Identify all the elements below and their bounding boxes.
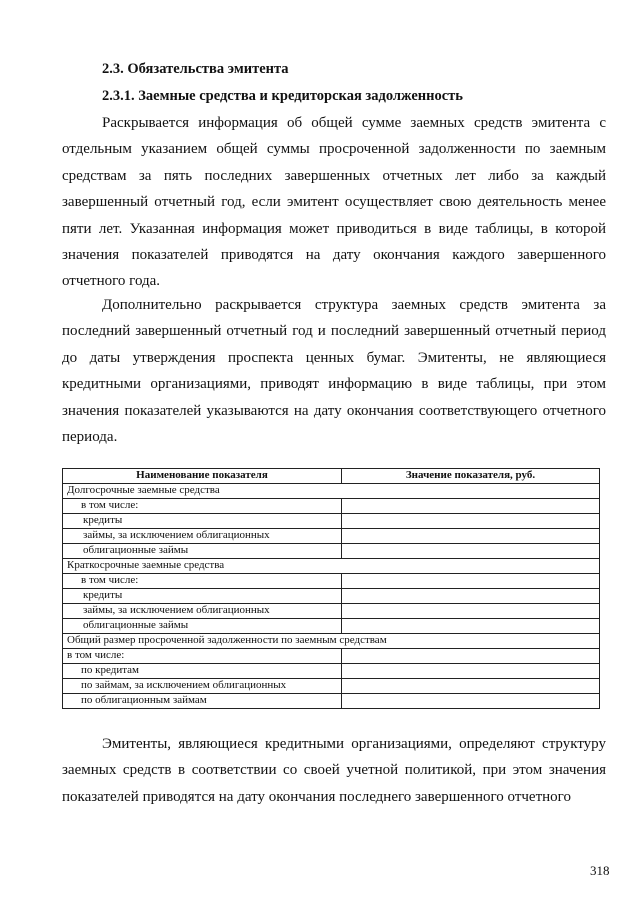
row-label: облигационные займы: [63, 544, 342, 559]
value-cell: [342, 694, 600, 709]
row-label: по займам, за исключением облигационных: [63, 679, 342, 694]
table-row: [63, 634, 600, 649]
table-row: [63, 514, 600, 529]
borrowings-table: [62, 468, 600, 709]
row-label: в том числе:: [63, 499, 342, 514]
header-indicator-name: Наименование показателя: [63, 469, 342, 484]
value-cell: [342, 574, 600, 589]
paragraph-1: Раскрывается информация об общей сумме заемных средств эмитента с отдельным указанием общей суммы просроченной задолженности по заемным средствам за пять последних завершенных отчетных лет либо за каждый завершенный отчетный год, если эмитент осуществляет свою деятельность менее пяти лет. Указанная информация может приводиться в виде таблицы, в которой значения показателей приводятся на дату окончания каждого завершенного отчетного года.: [62, 115, 606, 290]
row-label: облигационные займы: [63, 619, 342, 634]
subsection-heading: 2.3.1. Заемные средства и кредиторская задолженность: [102, 88, 463, 104]
table-row: [63, 604, 600, 619]
table-row: [63, 544, 600, 559]
paragraph-2: Дополнительно раскрывается структура заемных средств эмитента за последний завершенный отчетный год и последний завершенный отчетный период до даты утверждения проспекта ценных бумаг. Эмитенты, не являющиеся кредитными организациями, приводят информацию в виде таблицы, при этом значения показателей указываются на дату окончания соответствующего отчетного периода.: [62, 297, 606, 446]
row-label: в том числе:: [63, 649, 342, 664]
table-row: [63, 574, 600, 589]
table-row: [63, 664, 600, 679]
table-row: [63, 484, 600, 499]
value-cell: [342, 529, 600, 544]
section-heading: 2.3. Обязательства эмитента: [102, 61, 289, 77]
value-cell: [342, 679, 600, 694]
header-indicator-value: Значение показателя, руб.: [342, 469, 600, 484]
table-row: [63, 679, 600, 694]
row-label: кредиты: [63, 589, 342, 604]
table-header-row: [63, 469, 600, 484]
value-cell: [342, 514, 600, 529]
row-label: Долгосрочные заемные средства: [63, 484, 600, 499]
value-cell: [342, 664, 600, 679]
table-row: [63, 694, 600, 709]
value-cell: [342, 619, 600, 634]
table-row: [63, 529, 600, 544]
row-label: займы, за исключением облигационных: [63, 529, 342, 544]
value-cell: [342, 604, 600, 619]
value-cell: [342, 499, 600, 514]
row-label: кредиты: [63, 514, 342, 529]
row-label: в том числе:: [63, 574, 342, 589]
page-number: 318: [590, 863, 610, 878]
value-cell: [342, 589, 600, 604]
table-row: [63, 649, 600, 664]
row-label: Краткосрочные заемные средства: [63, 559, 600, 574]
row-label: займы, за исключением облигационных: [63, 604, 342, 619]
row-label: Общий размер просроченной задолженности по заемным средствам: [63, 634, 600, 649]
row-label: по кредитам: [63, 664, 342, 679]
value-cell: [342, 544, 600, 559]
paragraph-3: Эмитенты, являющиеся кредитными организациями, определяют структуру заемных средств в соответствии со своей учетной политикой, при этом значения показателей приводятся на дату окончания последнего завершенного отчетного: [62, 736, 606, 805]
table-row: [63, 499, 600, 514]
row-label: по облигационным займам: [63, 694, 342, 709]
table-row: [63, 589, 600, 604]
value-cell: [342, 649, 600, 664]
table-row: [63, 559, 600, 574]
table-row: [63, 619, 600, 634]
